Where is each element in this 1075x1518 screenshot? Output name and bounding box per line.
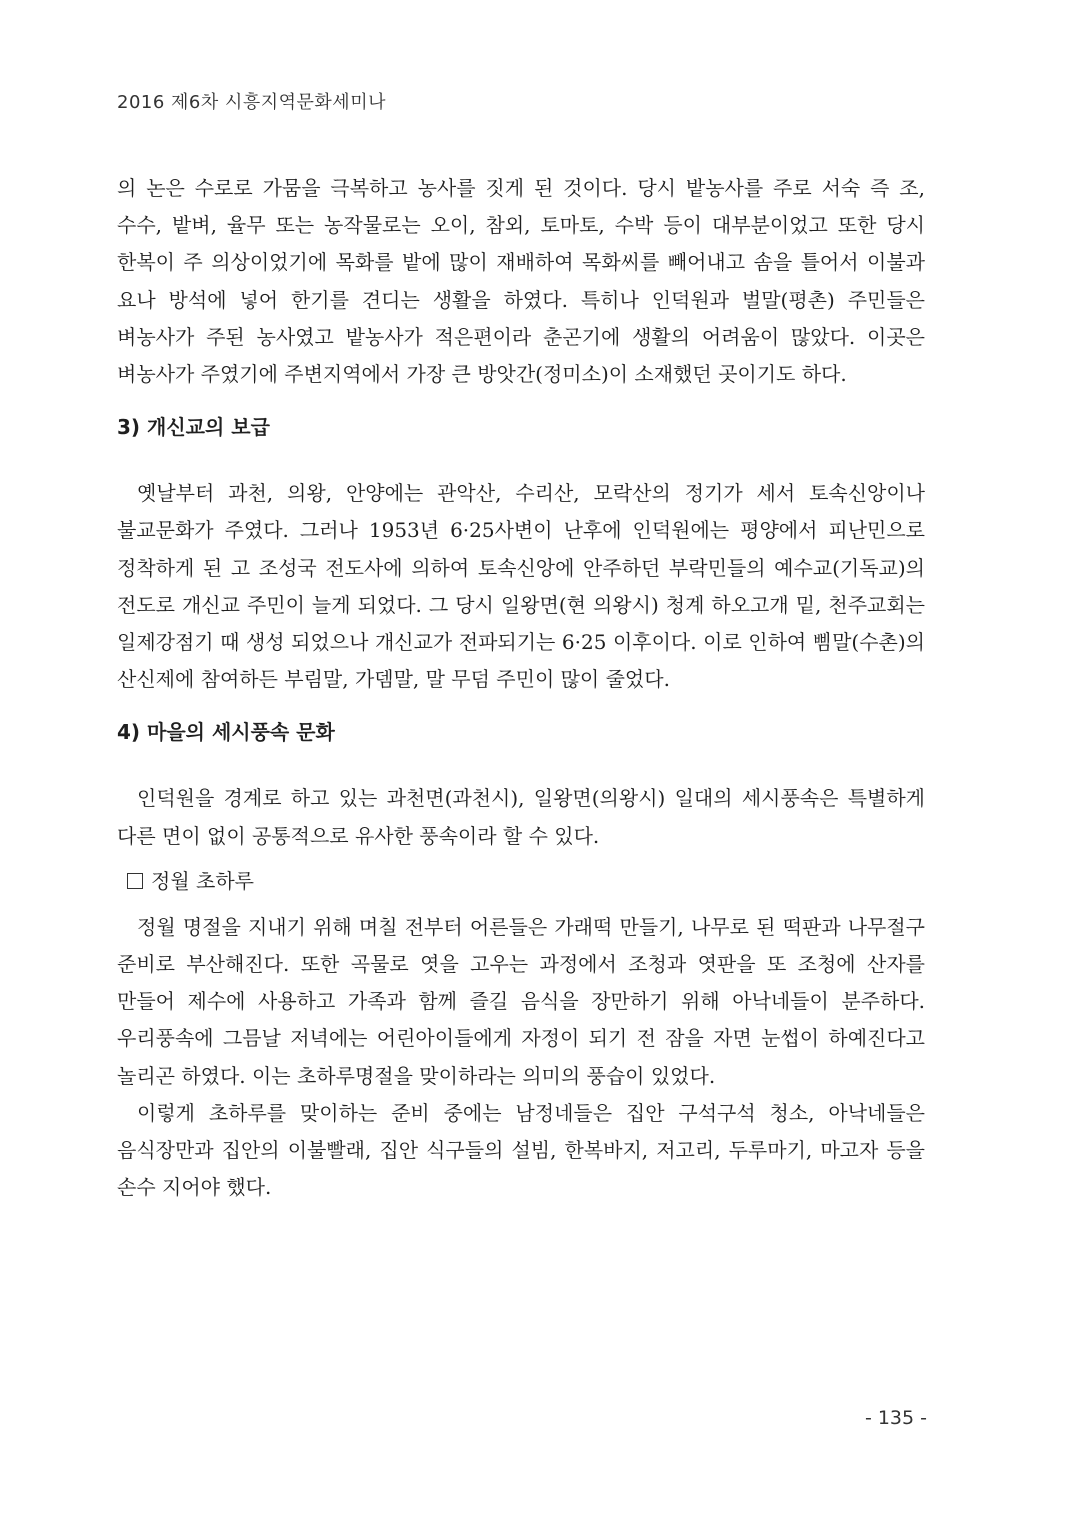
section-4-paragraph-2: 정월 명절을 지내기 위해 며칠 전부터 어른들은 가래떡 만들기, 나무로 된 떡판과 나무절구 준비로 부산해진다. 또한 곡물로 엿을 고우는 과정에서 조청과 엿판을 또 조청에 산자를 만들어 제수에 사용하고 가족과 함께 즐길 음식을 장만하기 위해 아낙네들이 분주하다. 우리풍속에 그믐날 저녁에는 어린아이들에게 자정이 되기 전 잠을 자면 눈썹이 하예진다고 놀리곤 하였다. 이는 초하루명절을 맞이하라는 의미의 풍습이 있었다. <box>117 914 925 1088</box>
section-3-heading: 3) 개신교의 보급 <box>117 415 270 440</box>
running-header: 2016 제6차 시흥지역문화세미나 <box>117 92 386 113</box>
section-4-paragraph-3: 이렇게 초하루를 맞이하는 준비 중에는 남정네들은 집안 구석구석 청소, 아낙네들은 음식장만과 집안의 이불빨래, 집안 식구들의 설빔, 한복바지, 저고리, 두루마기, 마고자 등을 손수 지어야 했다. <box>117 1100 925 1200</box>
subitem-new-year <box>127 867 925 895</box>
intro-paragraph: 의 논은 수로로 가뭄을 극복하고 농사를 짓게 된 것이다. 당시 밭농사를 주로 서숙 즉 조, 수수, 밭벼, 율무 또는 농작물로는 오이, 참외, 토마토, 수박 등이 대부분이었고 또한 당시 한복이 주 의상이었기에 목화를 밭에 많이 재배하여 목화씨를 빼어내고 솜을 틀어서 이불과 요나 방석에 넣어 한기를 견디는 생활을 하였다. 특히나 인덕원과 벌말(평촌) 주민들은 벼농사가 주된 농사였고 밭농사가 적은편이라 춘곤기에 생활의 어려움이 많았다. 이곳은 벼농사가 주였기에 주변지역에서 가장 큰 방앗간(정미소)이 소재했던 곳이기도 하다. <box>117 176 925 387</box>
page-body <box>117 170 925 1206</box>
checkbox-square-icon <box>127 873 143 889</box>
section-4-paragraph-1: 인덕원을 경계로 하고 있는 과천면(과천시), 일왕면(의왕시) 일대의 세시풍속은 특별하게 다른 면이 없이 공통적으로 유사한 풍속이라 할 수 있다. <box>117 786 925 848</box>
subitem-label: 정월 초하루 <box>151 868 254 893</box>
section-4-heading: 4) 마을의 세시풍속 문화 <box>117 720 335 745</box>
section-3-paragraph: 옛날부터 과천, 의왕, 안양에는 관악산, 수리산, 모락산의 정기가 세서 토속신앙이나 불교문화가 주였다. 그러나 1953년 6·25사변이 난후에 인덕원에는 평양에서 피난민으로 정착하게 된 고 조성국 전도사에 의하여 토속신앙에 안주하던 부락민들의 예수교(기독교)의 전도로 개신교 주민이 늘게 되었다. 그 당시 일왕면(현 의왕시) 청계 하오고개 밑, 천주교회는 일제강점기 때 생성 되었으나 개신교가 전파되기는 6·25 이후이다. 이로 인하여 삠말(수촌)의 산신제에 참여하든 부림말, 가뎀말, 말 무덤 주민이 많이 줄었다. <box>117 481 925 692</box>
page-number: - 135 - <box>864 1407 927 1429</box>
